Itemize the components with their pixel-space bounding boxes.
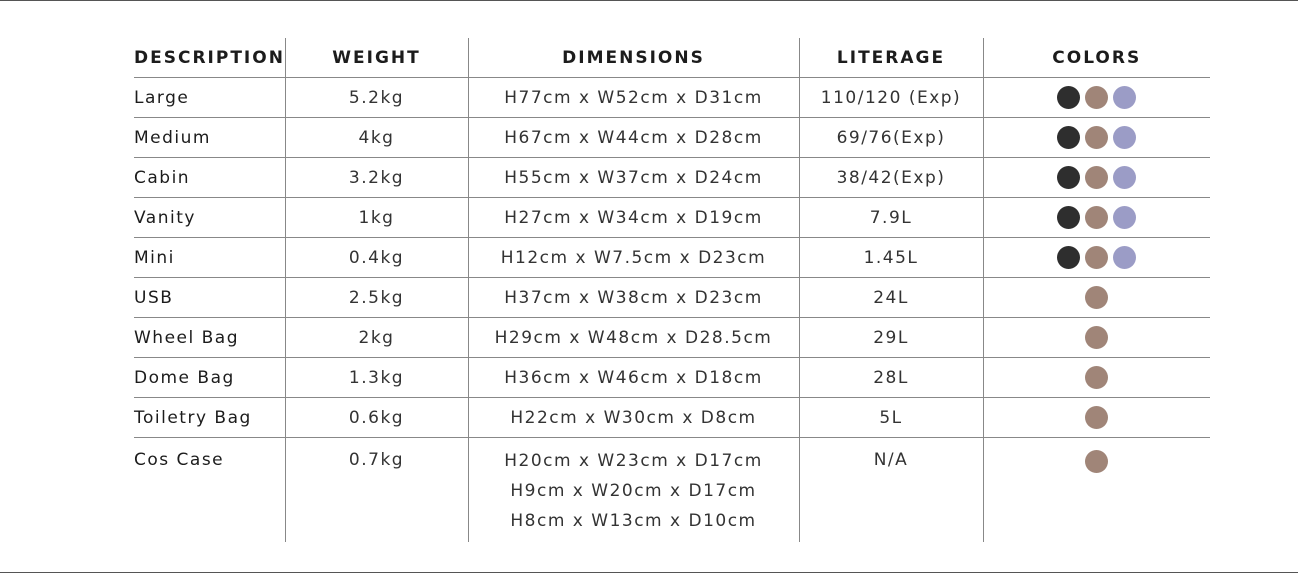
color-swatches bbox=[1057, 206, 1136, 229]
header-description: DESCRIPTION bbox=[134, 38, 285, 78]
color-swatch bbox=[1113, 166, 1136, 189]
color-swatch bbox=[1085, 406, 1108, 429]
header-dimensions: DIMENSIONS bbox=[468, 38, 799, 78]
color-swatch bbox=[1057, 86, 1080, 109]
cell-description: Mini bbox=[134, 238, 285, 278]
cell-colors bbox=[983, 238, 1210, 278]
bottom-divider bbox=[0, 572, 1298, 573]
color-swatches bbox=[1057, 166, 1136, 189]
table-row bbox=[134, 318, 1210, 358]
header-row bbox=[134, 38, 1210, 78]
header-weight: WEIGHT bbox=[285, 38, 468, 78]
cell-weight: 2.5kg bbox=[285, 278, 468, 318]
cell-literage: 38/42(Exp) bbox=[799, 158, 983, 198]
cell-colors bbox=[983, 278, 1210, 318]
table-row bbox=[134, 398, 1210, 438]
dimension-line: H27cm x W34cm x D19cm bbox=[504, 207, 763, 228]
color-swatch bbox=[1057, 166, 1080, 189]
cell-literage: 5L bbox=[799, 398, 983, 438]
cell-description: Large bbox=[134, 78, 285, 118]
top-divider bbox=[0, 0, 1298, 1]
cell-literage: N/A bbox=[799, 438, 983, 543]
cell-colors bbox=[983, 118, 1210, 158]
color-swatches bbox=[1085, 286, 1108, 309]
cell-weight: 2kg bbox=[285, 318, 468, 358]
color-swatches bbox=[1085, 406, 1108, 429]
cell-dimensions bbox=[468, 438, 799, 543]
color-swatch bbox=[1113, 246, 1136, 269]
cell-dimensions bbox=[468, 78, 799, 118]
table-row bbox=[134, 238, 1210, 278]
cell-dimensions bbox=[468, 158, 799, 198]
cell-dimensions bbox=[468, 398, 799, 438]
cell-literage: 110/120 (Exp) bbox=[799, 78, 983, 118]
cell-dimensions bbox=[468, 238, 799, 278]
spec-table-body bbox=[134, 78, 1210, 543]
color-swatch bbox=[1113, 126, 1136, 149]
dimension-line: H9cm x W20cm x D17cm bbox=[510, 481, 757, 501]
cell-colors bbox=[983, 198, 1210, 238]
color-swatches bbox=[1057, 126, 1136, 149]
table-row bbox=[134, 438, 1210, 543]
cell-colors bbox=[983, 438, 1210, 543]
table-row bbox=[134, 158, 1210, 198]
cell-weight: 1.3kg bbox=[285, 358, 468, 398]
cell-description: Medium bbox=[134, 118, 285, 158]
spec-table-header bbox=[134, 38, 1210, 78]
product-spec-table bbox=[134, 38, 1210, 542]
cell-weight: 0.6kg bbox=[285, 398, 468, 438]
cell-description: Vanity bbox=[134, 198, 285, 238]
cell-colors bbox=[983, 78, 1210, 118]
cell-literage: 29L bbox=[799, 318, 983, 358]
cell-weight: 0.7kg bbox=[285, 438, 468, 543]
color-swatches bbox=[1057, 86, 1136, 109]
color-swatch bbox=[1085, 286, 1108, 309]
color-swatch bbox=[1085, 326, 1108, 349]
cell-colors bbox=[983, 358, 1210, 398]
color-swatches bbox=[1085, 450, 1108, 473]
cell-description: USB bbox=[134, 278, 285, 318]
color-swatches bbox=[1085, 366, 1108, 389]
table-row bbox=[134, 198, 1210, 238]
color-swatch bbox=[1113, 206, 1136, 229]
dimension-line: H37cm x W38cm x D23cm bbox=[504, 287, 763, 308]
color-swatch bbox=[1085, 366, 1108, 389]
color-swatch bbox=[1085, 166, 1108, 189]
header-colors: COLORS bbox=[983, 38, 1210, 78]
color-swatch bbox=[1085, 206, 1108, 229]
color-swatch bbox=[1085, 450, 1108, 473]
dimension-line: H20cm x W23cm x D17cm bbox=[504, 451, 763, 471]
cell-description: Cos Case bbox=[134, 438, 285, 543]
color-swatches bbox=[1085, 326, 1108, 349]
cell-weight: 5.2kg bbox=[285, 78, 468, 118]
color-swatch bbox=[1057, 246, 1080, 269]
cell-colors bbox=[983, 158, 1210, 198]
cell-dimensions bbox=[468, 278, 799, 318]
cell-dimensions bbox=[468, 198, 799, 238]
table-row bbox=[134, 118, 1210, 158]
table-row bbox=[134, 278, 1210, 318]
cell-description: Toiletry Bag bbox=[134, 398, 285, 438]
cell-literage: 7.9L bbox=[799, 198, 983, 238]
cell-literage: 69/76(Exp) bbox=[799, 118, 983, 158]
header-literage: LITERAGE bbox=[799, 38, 983, 78]
cell-description: Dome Bag bbox=[134, 358, 285, 398]
color-swatches bbox=[1057, 246, 1136, 269]
cell-dimensions bbox=[468, 318, 799, 358]
dimension-line: H12cm x W7.5cm x D23cm bbox=[500, 247, 767, 268]
table-row bbox=[134, 358, 1210, 398]
cell-weight: 3.2kg bbox=[285, 158, 468, 198]
table-row bbox=[134, 78, 1210, 118]
cell-literage: 28L bbox=[799, 358, 983, 398]
cell-weight: 1kg bbox=[285, 198, 468, 238]
color-swatch bbox=[1085, 246, 1108, 269]
cell-colors bbox=[983, 398, 1210, 438]
cell-literage: 24L bbox=[799, 278, 983, 318]
cell-dimensions bbox=[468, 118, 799, 158]
color-swatch bbox=[1113, 86, 1136, 109]
dimension-line: H36cm x W46cm x D18cm bbox=[504, 367, 763, 388]
dimension-line: H55cm x W37cm x D24cm bbox=[504, 167, 763, 188]
dimension-line: H67cm x W44cm x D28cm bbox=[504, 127, 763, 148]
dimension-line: H77cm x W52cm x D31cm bbox=[504, 87, 763, 108]
color-swatch bbox=[1085, 126, 1108, 149]
cell-colors bbox=[983, 318, 1210, 358]
color-swatch bbox=[1057, 206, 1080, 229]
dimension-line: H22cm x W30cm x D8cm bbox=[510, 407, 757, 428]
dimension-line: H29cm x W48cm x D28.5cm bbox=[494, 327, 773, 348]
cell-literage: 1.45L bbox=[799, 238, 983, 278]
color-swatch bbox=[1085, 86, 1108, 109]
cell-dimensions bbox=[468, 358, 799, 398]
cell-weight: 0.4kg bbox=[285, 238, 468, 278]
cell-description: Cabin bbox=[134, 158, 285, 198]
dimension-line: H8cm x W13cm x D10cm bbox=[510, 511, 757, 531]
cell-description: Wheel Bag bbox=[134, 318, 285, 358]
cell-weight: 4kg bbox=[285, 118, 468, 158]
color-swatch bbox=[1057, 126, 1080, 149]
